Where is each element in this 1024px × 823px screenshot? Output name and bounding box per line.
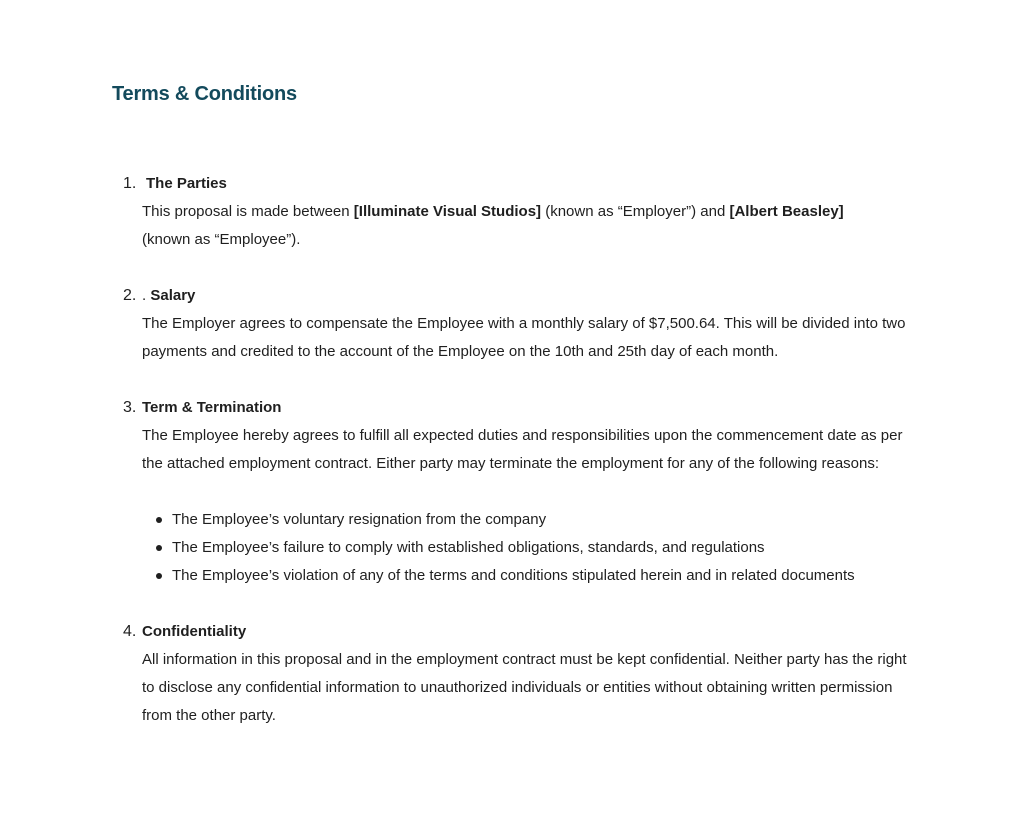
paragraph-text: This proposal is made between <box>142 203 354 220</box>
bullet-icon <box>156 517 162 523</box>
section-paragraph: The Employer agrees to compensate the Employee with a monthly salary of $7,500.64. This will be divided into two payments and credited to the account of the Employee on the 10th and 25th day of each month. <box>142 315 906 360</box>
section-paragraph: All information in this proposal and in the employment contract must be kept confidential. Neither party has the right to disclose any confidential information to unauthorized individuals or entities without obtaining written permission from the other party. <box>142 651 907 724</box>
section-number: 1. <box>123 175 137 192</box>
section-heading-row <box>0 618 1024 646</box>
section-title: The Parties <box>146 175 227 192</box>
list-item-text: The Employee’s violation of any of the terms and conditions stipulated herein and in related documents <box>172 567 855 584</box>
section-salary <box>0 282 1024 366</box>
employer-name: [Illuminate Visual Studios] <box>353 203 542 220</box>
termination-reasons-list <box>0 506 1024 590</box>
section-term-termination <box>0 394 1024 590</box>
section-number: 3. <box>123 399 137 416</box>
section-heading-row <box>0 170 1024 198</box>
list-item <box>172 562 1024 590</box>
page-title: Terms & Conditions <box>112 83 297 105</box>
sections-list <box>0 170 1024 758</box>
bullet-icon <box>156 573 162 579</box>
section-title <box>142 282 195 310</box>
list-item-text: The Employee’s voluntary resignation from the company <box>172 511 547 528</box>
bullet-icon <box>156 545 162 551</box>
section-heading-row <box>0 282 1024 310</box>
section-paragraph: The Employee hereby agrees to fulfill all expected duties and responsibilities upon the commencement date as per the attached employment contract. Either party may terminate the employment for any of the following reasons: <box>142 427 903 472</box>
section-title-text: Salary <box>150 287 196 304</box>
list-item <box>172 506 1024 534</box>
section-heading-row <box>0 394 1024 422</box>
employee-name: [Albert Beasley] <box>729 203 844 220</box>
section-title-prefix: . <box>142 287 151 304</box>
section-paragraph <box>142 198 917 254</box>
section-title: Confidentiality <box>142 623 247 640</box>
section-confidentiality <box>0 618 1024 730</box>
section-parties <box>0 170 1024 254</box>
paragraph-text: (known as “Employer”) and <box>541 203 730 220</box>
section-number: 2. <box>123 287 137 304</box>
paragraph-text: (known as “Employee”). <box>142 231 301 248</box>
section-number: 4. <box>123 623 137 640</box>
list-item <box>172 534 1024 562</box>
list-item-text: The Employee’s failure to comply with established obligations, standards, and regulations <box>172 539 765 556</box>
section-title: Term & Termination <box>142 399 282 416</box>
